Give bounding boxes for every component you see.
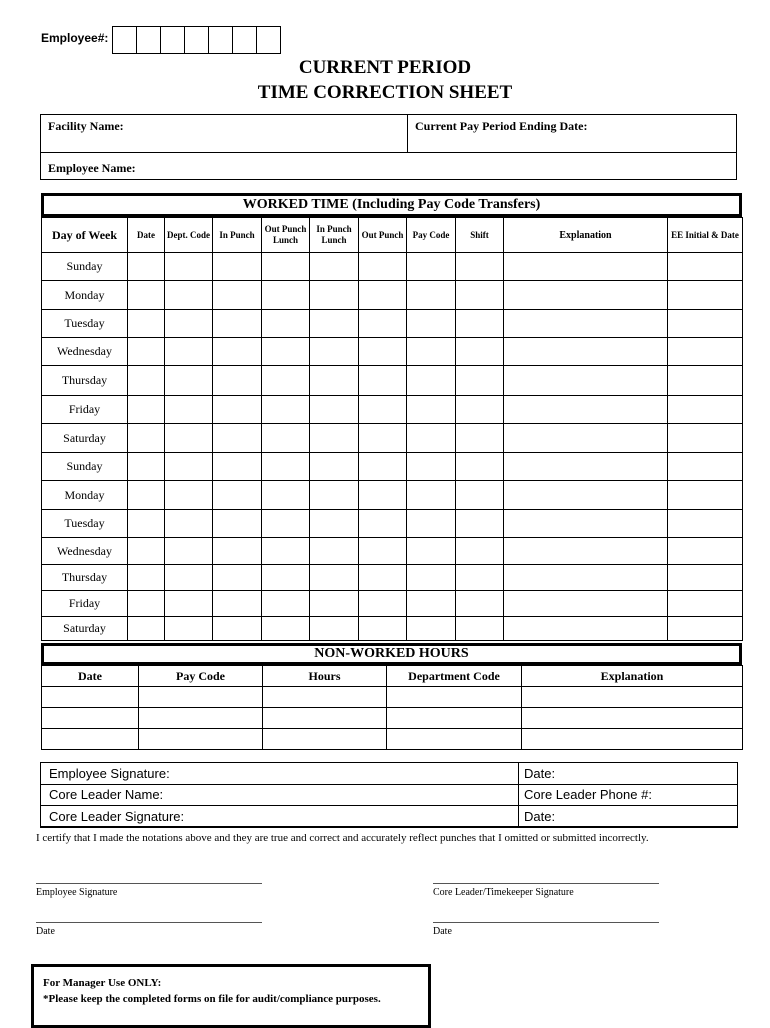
worked-time-input-cell[interactable] xyxy=(128,396,165,424)
worked-time-input-cell[interactable] xyxy=(456,338,504,366)
worked-time-input-cell[interactable] xyxy=(504,617,668,641)
header-day-of-week: Day of Week xyxy=(42,218,128,253)
worked-time-input-cell[interactable] xyxy=(456,481,504,510)
worked-time-heading: WORKED TIME (Including Pay Code Transfers) xyxy=(41,193,742,217)
manager-use-note: *Please keep the completed forms on file for audit/compliance purposes. xyxy=(43,993,381,1005)
worked-time-input-cell[interactable] xyxy=(213,253,262,281)
worked-time-input-cell[interactable] xyxy=(165,281,213,310)
worked-time-input-cell[interactable] xyxy=(165,310,213,338)
header-explanation: Explanation xyxy=(504,218,668,253)
employee-number-digit[interactable] xyxy=(161,27,185,53)
worked-time-input-cell[interactable] xyxy=(668,366,743,396)
employee-number-digit[interactable] xyxy=(209,27,233,53)
worked-time-row xyxy=(42,617,743,641)
day-of-week-cell: Monday xyxy=(42,481,128,510)
worked-time-input-cell[interactable] xyxy=(213,310,262,338)
worked-time-input-cell[interactable] xyxy=(262,591,310,617)
worked-time-input-cell[interactable] xyxy=(165,538,213,565)
employee-signature-caption: Employee Signature xyxy=(36,887,118,898)
worked-time-input-cell[interactable] xyxy=(165,366,213,396)
worked-time-input-cell[interactable] xyxy=(504,424,668,453)
nw-header-pay-code: Pay Code xyxy=(139,666,263,687)
worked-time-input-cell[interactable] xyxy=(165,424,213,453)
worked-time-input-cell[interactable] xyxy=(165,565,213,591)
worked-time-input-cell[interactable] xyxy=(262,338,310,366)
worked-time-input-cell[interactable] xyxy=(310,481,359,510)
header-out-punch-lunch: Out Punch Lunch xyxy=(262,218,310,253)
core-leader-signature-line[interactable] xyxy=(433,883,659,884)
employee-date-field[interactable]: Date: xyxy=(524,766,556,781)
worked-time-input-cell[interactable] xyxy=(165,510,213,538)
employee-number-digit[interactable] xyxy=(233,27,257,53)
worked-time-input-cell[interactable] xyxy=(668,310,743,338)
non-worked-input-cell[interactable] xyxy=(522,687,743,708)
worked-time-input-cell[interactable] xyxy=(213,617,262,641)
manager-use-title: For Manager Use ONLY: xyxy=(43,977,162,989)
non-worked-input-cell[interactable] xyxy=(387,708,522,729)
worked-time-input-cell[interactable] xyxy=(359,591,407,617)
worked-time-input-cell[interactable] xyxy=(213,538,262,565)
worked-time-input-cell[interactable] xyxy=(407,310,456,338)
worked-time-input-cell[interactable] xyxy=(262,617,310,641)
worked-time-input-cell[interactable] xyxy=(668,538,743,565)
worked-time-input-cell[interactable] xyxy=(504,591,668,617)
nw-header-hours: Hours xyxy=(263,666,387,687)
worked-time-input-cell[interactable] xyxy=(262,396,310,424)
non-worked-input-cell[interactable] xyxy=(263,729,387,750)
worked-time-row xyxy=(42,396,743,424)
worked-time-row xyxy=(42,281,743,310)
worked-time-input-cell[interactable] xyxy=(310,338,359,366)
worked-time-row xyxy=(42,253,743,281)
worked-time-input-cell[interactable] xyxy=(359,538,407,565)
worked-time-input-cell[interactable] xyxy=(213,366,262,396)
worked-time-input-cell[interactable] xyxy=(456,424,504,453)
worked-time-input-cell[interactable] xyxy=(407,338,456,366)
non-worked-input-cell[interactable] xyxy=(42,708,139,729)
worked-time-input-cell[interactable] xyxy=(359,396,407,424)
core-leader-signature-field[interactable]: Core Leader Signature: xyxy=(49,809,185,824)
worked-time-input-cell[interactable] xyxy=(668,424,743,453)
worked-time-input-cell[interactable] xyxy=(128,565,165,591)
worked-time-input-cell[interactable] xyxy=(668,617,743,641)
worked-time-input-cell[interactable] xyxy=(456,253,504,281)
worked-time-input-cell[interactable] xyxy=(128,338,165,366)
employee-name-field[interactable]: Employee Name: xyxy=(48,161,136,175)
non-worked-table xyxy=(41,665,743,750)
non-worked-input-cell[interactable] xyxy=(522,729,743,750)
worked-time-input-cell[interactable] xyxy=(359,617,407,641)
day-of-week-cell: Wednesday xyxy=(42,338,128,366)
header-out-punch: Out Punch xyxy=(359,218,407,253)
title-line-1: CURRENT PERIOD xyxy=(298,57,472,78)
worked-time-input-cell[interactable] xyxy=(359,281,407,310)
non-worked-input-cell[interactable] xyxy=(263,708,387,729)
worked-time-input-cell[interactable] xyxy=(310,591,359,617)
worked-time-input-cell[interactable] xyxy=(456,617,504,641)
day-of-week-cell: Friday xyxy=(42,591,128,617)
non-worked-row xyxy=(42,729,743,750)
worked-time-input-cell[interactable] xyxy=(407,591,456,617)
pay-period-ending-field[interactable]: Current Pay Period Ending Date: xyxy=(415,119,588,133)
worked-time-input-cell[interactable] xyxy=(504,338,668,366)
worked-time-input-cell[interactable] xyxy=(262,424,310,453)
worked-time-row xyxy=(42,591,743,617)
worked-time-input-cell[interactable] xyxy=(310,565,359,591)
day-of-week-cell: Tuesday xyxy=(42,310,128,338)
worked-time-input-cell[interactable] xyxy=(456,281,504,310)
worked-time-table xyxy=(41,217,743,641)
worked-time-input-cell[interactable] xyxy=(668,591,743,617)
header-date: Date xyxy=(128,218,165,253)
nw-header-department-code: Department Code xyxy=(387,666,522,687)
worked-time-input-cell[interactable] xyxy=(262,281,310,310)
worked-time-input-cell[interactable] xyxy=(165,617,213,641)
worked-time-input-cell[interactable] xyxy=(668,338,743,366)
worked-time-input-cell[interactable] xyxy=(456,366,504,396)
worked-time-input-cell[interactable] xyxy=(668,510,743,538)
non-worked-input-cell[interactable] xyxy=(387,729,522,750)
worked-time-input-cell[interactable] xyxy=(407,538,456,565)
header-pay-code: Pay Code xyxy=(407,218,456,253)
worked-time-input-cell[interactable] xyxy=(456,453,504,481)
worked-time-input-cell[interactable] xyxy=(456,310,504,338)
non-worked-input-cell[interactable] xyxy=(42,687,139,708)
employee-number-label: Employee#: xyxy=(41,31,109,45)
employee-signature-field[interactable]: Employee Signature: xyxy=(49,766,170,781)
non-worked-input-cell[interactable] xyxy=(139,687,263,708)
worked-time-input-cell[interactable] xyxy=(128,510,165,538)
core-leader-date-field[interactable]: Date: xyxy=(524,809,556,824)
employee-number-digit[interactable] xyxy=(257,27,280,53)
worked-time-input-cell[interactable] xyxy=(504,481,668,510)
non-worked-input-cell[interactable] xyxy=(522,708,743,729)
worked-time-input-cell[interactable] xyxy=(213,338,262,366)
worked-time-input-cell[interactable] xyxy=(359,565,407,591)
facility-name-field[interactable]: Facility Name: xyxy=(48,119,124,133)
worked-time-input-cell[interactable] xyxy=(456,538,504,565)
worked-time-row xyxy=(42,366,743,396)
core-leader-date-line[interactable] xyxy=(433,922,659,923)
manager-use-box xyxy=(31,964,431,1028)
worked-time-input-cell[interactable] xyxy=(213,424,262,453)
non-worked-input-cell[interactable] xyxy=(139,708,263,729)
non-worked-row xyxy=(42,708,743,729)
worked-time-row xyxy=(42,565,743,591)
worked-time-input-cell[interactable] xyxy=(407,281,456,310)
day-of-week-cell: Saturday xyxy=(42,424,128,453)
worked-time-input-cell[interactable] xyxy=(310,617,359,641)
worked-time-input-cell[interactable] xyxy=(262,481,310,510)
worked-time-input-cell[interactable] xyxy=(504,565,668,591)
worked-time-input-cell[interactable] xyxy=(262,565,310,591)
non-worked-row xyxy=(42,687,743,708)
worked-time-input-cell[interactable] xyxy=(262,510,310,538)
worked-time-input-cell[interactable] xyxy=(504,366,668,396)
worked-time-input-cell[interactable] xyxy=(310,253,359,281)
day-of-week-cell: Thursday xyxy=(42,366,128,396)
header-in-punch: In Punch xyxy=(213,218,262,253)
worked-time-input-cell[interactable] xyxy=(407,617,456,641)
header-shift: Shift xyxy=(456,218,504,253)
non-worked-input-cell[interactable] xyxy=(263,687,387,708)
nw-header-date: Date xyxy=(42,666,139,687)
day-of-week-cell: Friday xyxy=(42,396,128,424)
worked-time-input-cell[interactable] xyxy=(310,366,359,396)
worked-time-input-cell[interactable] xyxy=(128,253,165,281)
core-leader-phone-field[interactable]: Core Leader Phone #: xyxy=(524,787,652,802)
date-caption-right: Date xyxy=(433,926,452,937)
worked-time-row xyxy=(42,481,743,510)
worked-time-input-cell[interactable] xyxy=(213,453,262,481)
non-worked-header-row xyxy=(42,666,743,687)
worked-time-input-cell[interactable] xyxy=(668,281,743,310)
day-of-week-cell: Wednesday xyxy=(42,538,128,565)
worked-time-input-cell[interactable] xyxy=(128,481,165,510)
worked-time-input-cell[interactable] xyxy=(504,538,668,565)
worked-time-input-cell[interactable] xyxy=(407,366,456,396)
worked-time-input-cell[interactable] xyxy=(407,253,456,281)
worked-time-input-cell[interactable] xyxy=(262,253,310,281)
employee-number-digit[interactable] xyxy=(137,27,161,53)
worked-time-row xyxy=(42,453,743,481)
worked-time-input-cell[interactable] xyxy=(407,424,456,453)
worked-time-input-cell[interactable] xyxy=(128,424,165,453)
non-worked-input-cell[interactable] xyxy=(387,687,522,708)
day-of-week-cell: Sunday xyxy=(42,253,128,281)
worked-time-input-cell[interactable] xyxy=(310,538,359,565)
worked-time-header-row xyxy=(42,218,743,253)
day-of-week-cell: Sunday xyxy=(42,453,128,481)
worked-time-input-cell[interactable] xyxy=(407,510,456,538)
worked-time-input-cell[interactable] xyxy=(668,253,743,281)
worked-time-input-cell[interactable] xyxy=(310,396,359,424)
worked-time-input-cell[interactable] xyxy=(407,453,456,481)
worked-time-input-cell[interactable] xyxy=(504,396,668,424)
worked-time-input-cell[interactable] xyxy=(504,510,668,538)
worked-time-row xyxy=(42,338,743,366)
non-worked-heading: NON-WORKED HOURS xyxy=(41,643,742,665)
worked-time-input-cell[interactable] xyxy=(128,453,165,481)
worked-time-input-cell[interactable] xyxy=(504,281,668,310)
employee-number-boxes[interactable] xyxy=(112,26,281,54)
worked-time-input-cell[interactable] xyxy=(359,510,407,538)
employee-number-digit[interactable] xyxy=(113,27,137,53)
day-of-week-cell: Tuesday xyxy=(42,510,128,538)
worked-time-input-cell[interactable] xyxy=(359,453,407,481)
core-leader-timekeeper-caption: Core Leader/Timekeeper Signature xyxy=(433,887,574,898)
worked-time-input-cell[interactable] xyxy=(668,565,743,591)
day-of-week-cell: Thursday xyxy=(42,565,128,591)
worked-time-input-cell[interactable] xyxy=(359,481,407,510)
worked-time-input-cell[interactable] xyxy=(165,591,213,617)
employee-number-digit[interactable] xyxy=(185,27,209,53)
nw-header-explanation: Explanation xyxy=(522,666,743,687)
non-worked-input-cell[interactable] xyxy=(42,729,139,750)
date-caption-left: Date xyxy=(36,926,55,937)
worked-time-input-cell[interactable] xyxy=(262,310,310,338)
worked-time-input-cell[interactable] xyxy=(310,281,359,310)
worked-time-input-cell[interactable] xyxy=(165,253,213,281)
certification-text: I certify that I made the notations above and they are true and correct and accurately reflect punches that I omitted or submitted incorrectly. xyxy=(36,832,649,844)
worked-time-input-cell[interactable] xyxy=(128,310,165,338)
worked-time-input-cell[interactable] xyxy=(310,510,359,538)
worked-time-input-cell[interactable] xyxy=(213,510,262,538)
worked-time-input-cell[interactable] xyxy=(165,453,213,481)
header-in-punch-lunch: In Punch Lunch xyxy=(310,218,359,253)
worked-time-input-cell[interactable] xyxy=(504,453,668,481)
worked-time-input-cell[interactable] xyxy=(359,424,407,453)
worked-time-input-cell[interactable] xyxy=(213,281,262,310)
facility-block xyxy=(40,114,737,180)
worked-time-input-cell[interactable] xyxy=(407,396,456,424)
worked-time-input-cell[interactable] xyxy=(504,253,668,281)
worked-time-row xyxy=(42,424,743,453)
worked-time-input-cell[interactable] xyxy=(456,565,504,591)
worked-time-input-cell[interactable] xyxy=(128,366,165,396)
worked-time-input-cell[interactable] xyxy=(165,338,213,366)
worked-time-input-cell[interactable] xyxy=(128,617,165,641)
worked-time-input-cell[interactable] xyxy=(262,366,310,396)
worked-time-input-cell[interactable] xyxy=(359,253,407,281)
worked-time-row xyxy=(42,310,743,338)
worked-time-input-cell[interactable] xyxy=(359,366,407,396)
worked-time-input-cell[interactable] xyxy=(668,481,743,510)
worked-time-input-cell[interactable] xyxy=(407,565,456,591)
employee-signature-line[interactable] xyxy=(36,883,262,884)
worked-time-input-cell[interactable] xyxy=(456,396,504,424)
worked-time-input-cell[interactable] xyxy=(213,565,262,591)
worked-time-input-cell[interactable] xyxy=(128,538,165,565)
non-worked-input-cell[interactable] xyxy=(139,729,263,750)
worked-time-input-cell[interactable] xyxy=(262,538,310,565)
worked-time-input-cell[interactable] xyxy=(213,591,262,617)
worked-time-input-cell[interactable] xyxy=(310,310,359,338)
worked-time-input-cell[interactable] xyxy=(359,338,407,366)
worked-time-input-cell[interactable] xyxy=(456,510,504,538)
worked-time-input-cell[interactable] xyxy=(504,310,668,338)
worked-time-input-cell[interactable] xyxy=(310,453,359,481)
day-of-week-cell: Saturday xyxy=(42,617,128,641)
title-line-2: TIME CORRECTION SHEET xyxy=(257,82,513,103)
worked-time-input-cell[interactable] xyxy=(668,453,743,481)
worked-time-input-cell[interactable] xyxy=(165,481,213,510)
header-dept-code: Dept. Code xyxy=(165,218,213,253)
worked-time-row xyxy=(42,538,743,565)
day-of-week-cell: Monday xyxy=(42,281,128,310)
header-ee-initial-date: EE Initial & Date xyxy=(668,218,743,253)
worked-time-input-cell[interactable] xyxy=(213,396,262,424)
worked-time-input-cell[interactable] xyxy=(165,396,213,424)
worked-time-input-cell[interactable] xyxy=(310,424,359,453)
worked-time-row xyxy=(42,510,743,538)
worked-time-input-cell[interactable] xyxy=(128,281,165,310)
worked-time-input-cell[interactable] xyxy=(128,591,165,617)
signature-block xyxy=(40,762,738,828)
worked-time-input-cell[interactable] xyxy=(668,396,743,424)
core-leader-name-field[interactable]: Core Leader Name: xyxy=(49,787,164,802)
worked-time-input-cell[interactable] xyxy=(359,310,407,338)
worked-time-input-cell[interactable] xyxy=(213,481,262,510)
worked-time-input-cell[interactable] xyxy=(407,481,456,510)
worked-time-input-cell[interactable] xyxy=(262,453,310,481)
employee-date-line[interactable] xyxy=(36,922,262,923)
worked-time-input-cell[interactable] xyxy=(456,591,504,617)
